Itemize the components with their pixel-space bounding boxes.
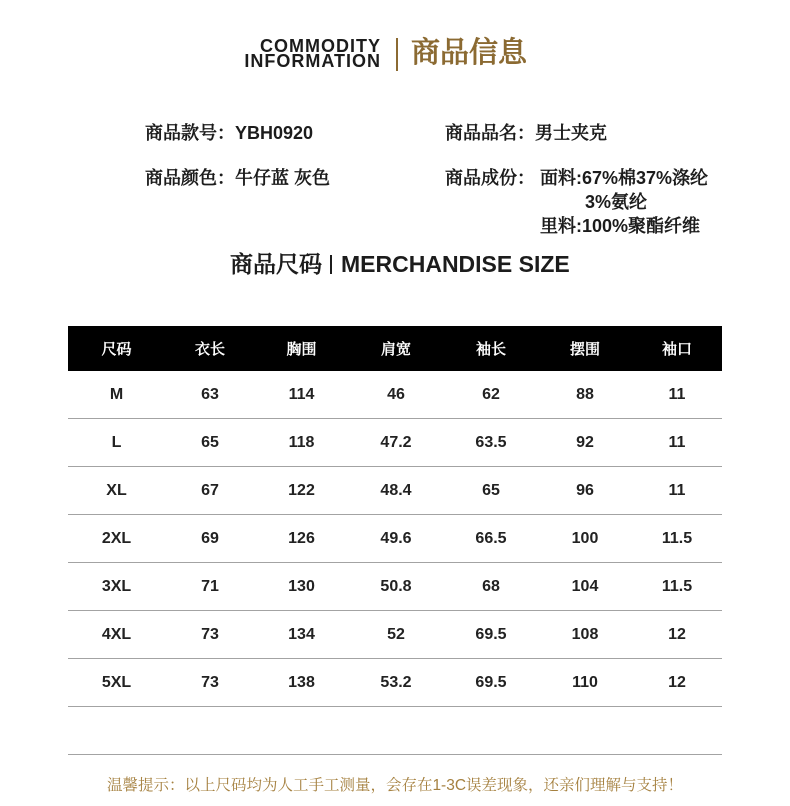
- body-length-cell: 73: [201, 625, 219, 643]
- table-row: [68, 515, 722, 563]
- size-cell: 2XL: [101, 529, 132, 547]
- size-cell: 5XL: [101, 673, 132, 691]
- cuff-cell: 11: [668, 385, 686, 403]
- english-title: [196, 36, 381, 71]
- style-number-field: [145, 121, 313, 145]
- column-header-chest: 胸围: [286, 341, 317, 358]
- column-header-hem: 摆围: [569, 341, 600, 358]
- sleeve-length-cell: 69.5: [475, 625, 507, 643]
- chest-cell: 126: [288, 529, 315, 547]
- hem-cell: 88: [576, 385, 594, 403]
- cuff-cell: 11: [668, 433, 686, 451]
- body-length-cell: 71: [201, 577, 219, 595]
- sleeve-length-cell: 66.5: [475, 529, 507, 547]
- column-header-cuff: 袖口: [661, 341, 692, 358]
- product-name-label: 商品品名：: [445, 123, 535, 143]
- table-row: [68, 563, 722, 611]
- chest-cell: 134: [288, 625, 315, 643]
- composition-label: 商品成份：: [445, 168, 535, 188]
- sleeve-length-cell: 65: [482, 481, 500, 499]
- hem-cell: 110: [572, 673, 598, 691]
- sleeve-length-cell: 62: [482, 385, 500, 403]
- body-length-cell: 67: [201, 481, 219, 499]
- size-cell: 3XL: [101, 577, 132, 595]
- body-length-cell: 63: [201, 385, 219, 403]
- chest-cell: 114: [288, 385, 315, 403]
- cuff-cell: 11: [668, 481, 686, 499]
- size-cell: M: [109, 385, 124, 403]
- footer-note: 温馨提示：以上尺码均为人工手工测量，会存在1-3C误差现象，还亲们理解与支持！: [106, 777, 684, 794]
- style-number-value: YBH0920: [235, 123, 314, 143]
- table-row: [68, 611, 722, 659]
- cuff-cell: 12: [668, 673, 686, 691]
- table-empty-row: [68, 707, 722, 755]
- hem-cell: 108: [571, 625, 599, 643]
- product-name-value: 男士夹克: [535, 123, 607, 143]
- chinese-title: 商品信息: [411, 37, 528, 69]
- sleeve-length-cell: 69.5: [475, 673, 507, 691]
- header-divider: [396, 38, 398, 71]
- chest-cell: 130: [288, 577, 315, 595]
- shoulder-cell: 48.4: [380, 481, 412, 499]
- size-cell: XL: [106, 481, 127, 499]
- sleeve-length-cell: 68: [482, 577, 500, 595]
- size-table: [68, 326, 722, 755]
- table-row: [68, 659, 722, 707]
- composition-line: 3%氨纶: [585, 192, 648, 212]
- table-row: [68, 371, 722, 419]
- product-color-label: 商品颜色：: [145, 168, 235, 188]
- column-header-sleeve-length: 袖长: [475, 341, 506, 358]
- shoulder-cell: 52: [387, 625, 405, 643]
- size-section-title-en: MERCHANDISE SIZE: [341, 251, 570, 277]
- size-section-title-cn: 商品尺码: [230, 251, 322, 277]
- hem-cell: 100: [571, 529, 599, 547]
- chest-cell: 122: [288, 481, 315, 499]
- table-row: [68, 419, 722, 467]
- shoulder-cell: 53.2: [380, 673, 412, 691]
- english-title-line-1: COMMODITY: [260, 36, 381, 56]
- column-header-body-length: 衣长: [194, 341, 225, 358]
- product-color-value: 牛仔蓝 灰色: [235, 168, 331, 188]
- size-cell: 4XL: [101, 625, 132, 643]
- shoulder-cell: 50.8: [380, 577, 412, 595]
- shoulder-cell: 47.2: [380, 433, 412, 451]
- body-length-cell: 69: [201, 529, 219, 547]
- composition-value: [540, 166, 708, 238]
- product-name-field: [445, 121, 607, 145]
- cuff-cell: 12: [668, 625, 686, 643]
- column-header-shoulder: 肩宽: [380, 341, 411, 358]
- body-length-cell: 73: [201, 673, 219, 691]
- table-header-row: [68, 326, 722, 371]
- chest-cell: 118: [288, 433, 315, 451]
- size-section-divider: [330, 255, 332, 274]
- column-header-size: 尺码: [101, 341, 132, 358]
- hem-cell: 92: [576, 433, 594, 451]
- table-row: [68, 467, 722, 515]
- english-title-line-2: INFORMATION: [244, 51, 381, 71]
- size-cell: L: [111, 433, 122, 451]
- product-color-field: [145, 166, 330, 190]
- composition-line: 面料:67%棉37%涤纶: [540, 168, 709, 188]
- cuff-cell: 11.5: [661, 577, 693, 595]
- body-length-cell: 65: [201, 433, 219, 451]
- hem-cell: 96: [576, 481, 594, 499]
- style-number-label: 商品款号：: [145, 123, 235, 143]
- cuff-cell: 11.5: [661, 529, 693, 547]
- chest-cell: 138: [288, 673, 315, 691]
- shoulder-cell: 49.6: [380, 529, 412, 547]
- shoulder-cell: 46: [387, 385, 405, 403]
- composition-line: 里料:100%聚酯纤维: [540, 216, 701, 236]
- hem-cell: 104: [571, 577, 599, 595]
- sleeve-length-cell: 63.5: [475, 433, 507, 451]
